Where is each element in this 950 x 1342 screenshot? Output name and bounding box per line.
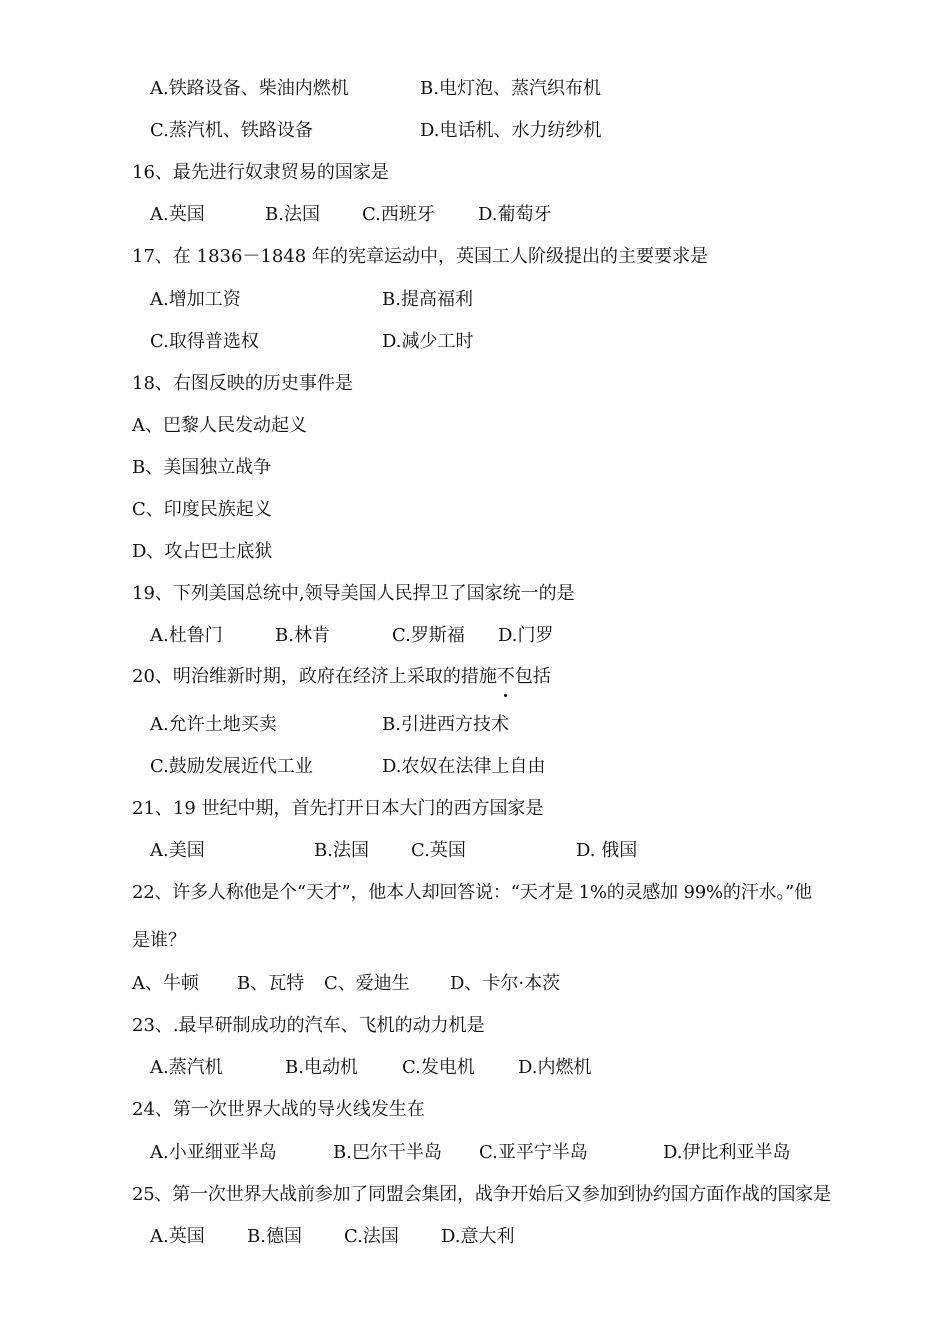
q16-option-d: D.葡萄牙 <box>478 204 552 225</box>
q20-option-d: D.农奴在法律上自由 <box>382 756 546 777</box>
q17-option-a: A.增加工资 <box>150 289 241 310</box>
q22-stem-continued: 是谁？ <box>132 930 186 951</box>
q24-option-c: C.亚平宁半岛 <box>479 1142 588 1163</box>
q17-option-d: D.减少工时 <box>382 331 474 352</box>
q25-option-b: B.德国 <box>247 1226 302 1247</box>
q23-stem: 23、.最早研制成功的汽车、飞机的动力机是 <box>132 1015 485 1036</box>
q16-option-c: C.西班牙 <box>362 204 435 225</box>
q24-option-d: D.伊比利亚半岛 <box>663 1142 791 1163</box>
q25-option-c: C.法国 <box>344 1226 399 1247</box>
q20-stem <box>132 666 551 688</box>
q18-option-b: B、美国独立战争 <box>132 457 272 478</box>
q15-option-a: A.铁路设备、柴油内燃机 <box>150 78 349 99</box>
q17-option-b: B.提高福利 <box>382 289 473 310</box>
q25-option-d: D.意大利 <box>441 1226 515 1247</box>
q16-option-a: A.英国 <box>150 204 205 225</box>
q16-option-b: B.法国 <box>265 204 320 225</box>
q22-option-d: D、卡尔·本茨 <box>450 973 561 994</box>
q23-option-b: B.电动机 <box>285 1057 358 1078</box>
q19-option-a: A.杜鲁门 <box>150 625 223 646</box>
q19-option-d: D.门罗 <box>498 625 554 646</box>
q18-option-c: C、印度民族起义 <box>132 499 272 520</box>
q24-option-b: B.巴尔干半岛 <box>333 1142 442 1163</box>
q21-stem: 21、19 世纪中期，首先打开日本大门的西方国家是 <box>132 798 544 819</box>
q23-option-c: C.发电机 <box>402 1057 475 1078</box>
q19-stem: 19、下列美国总统中,领导美国人民捍卫了国家统一的是 <box>132 583 575 604</box>
q16-stem: 16、最先进行奴隶贸易的国家是 <box>132 162 389 183</box>
q24-stem: 24、第一次世界大战的导火线发生在 <box>132 1099 425 1120</box>
q22-option-c: C、爱迪生 <box>324 973 410 994</box>
q23-option-d: D.内燃机 <box>518 1057 592 1078</box>
q19-option-c: C.罗斯福 <box>392 625 465 646</box>
q25-option-a: A.英国 <box>150 1226 205 1247</box>
q20-option-c: C.鼓励发展近代工业 <box>150 756 313 777</box>
q21-option-c: C.英国 <box>411 840 466 861</box>
q21-option-d: D. 俄国 <box>576 840 638 861</box>
q20-stem-pre: 20、明治维新时期，政府在经济上采取的措施 <box>132 666 497 687</box>
q18-option-a: A、巴黎人民发动起义 <box>132 415 307 436</box>
q18-option-d: D、攻占巴士底狱 <box>132 541 273 562</box>
q20-stem-post: 包括 <box>514 666 551 687</box>
q15-option-d: D.电话机、水力纺纱机 <box>420 120 602 141</box>
q19-option-b: B.林肯 <box>275 625 330 646</box>
q15-option-b: B.电灯泡、蒸汽织布机 <box>420 78 601 99</box>
q18-stem: 18、右图反映的历史事件是 <box>132 373 353 394</box>
q20-option-b: B.引进西方技术 <box>382 714 509 735</box>
q17-option-c: C.取得普选权 <box>150 331 259 352</box>
q20-stem-emphasis: 不 <box>496 666 515 687</box>
q24-option-a: A.小亚细亚半岛 <box>150 1142 277 1163</box>
q21-option-a: A.美国 <box>150 840 205 861</box>
q20-option-a: A.允许土地买卖 <box>150 714 277 735</box>
q23-option-a: A.蒸汽机 <box>150 1057 223 1078</box>
q17-stem: 17、在 1836－1848 年的宪章运动中，英国工人阶级提出的主要要求是 <box>132 246 708 267</box>
q15-option-c: C.蒸汽机、铁路设备 <box>150 120 313 141</box>
q25-stem: 25、第一次世界大战前参加了同盟会集团，战争开始后又参加到协约国方面作战的国家是 <box>132 1184 831 1205</box>
q22-stem: 22、许多人称他是个“天才”，他本人却回答说：“天才是 1%的灵感加 99%的汗水。”他 <box>132 882 812 903</box>
q21-option-b: B.法国 <box>314 840 369 861</box>
q22-option-a: A、牛顿 <box>132 973 199 994</box>
q22-option-b: B、瓦特 <box>237 973 305 994</box>
